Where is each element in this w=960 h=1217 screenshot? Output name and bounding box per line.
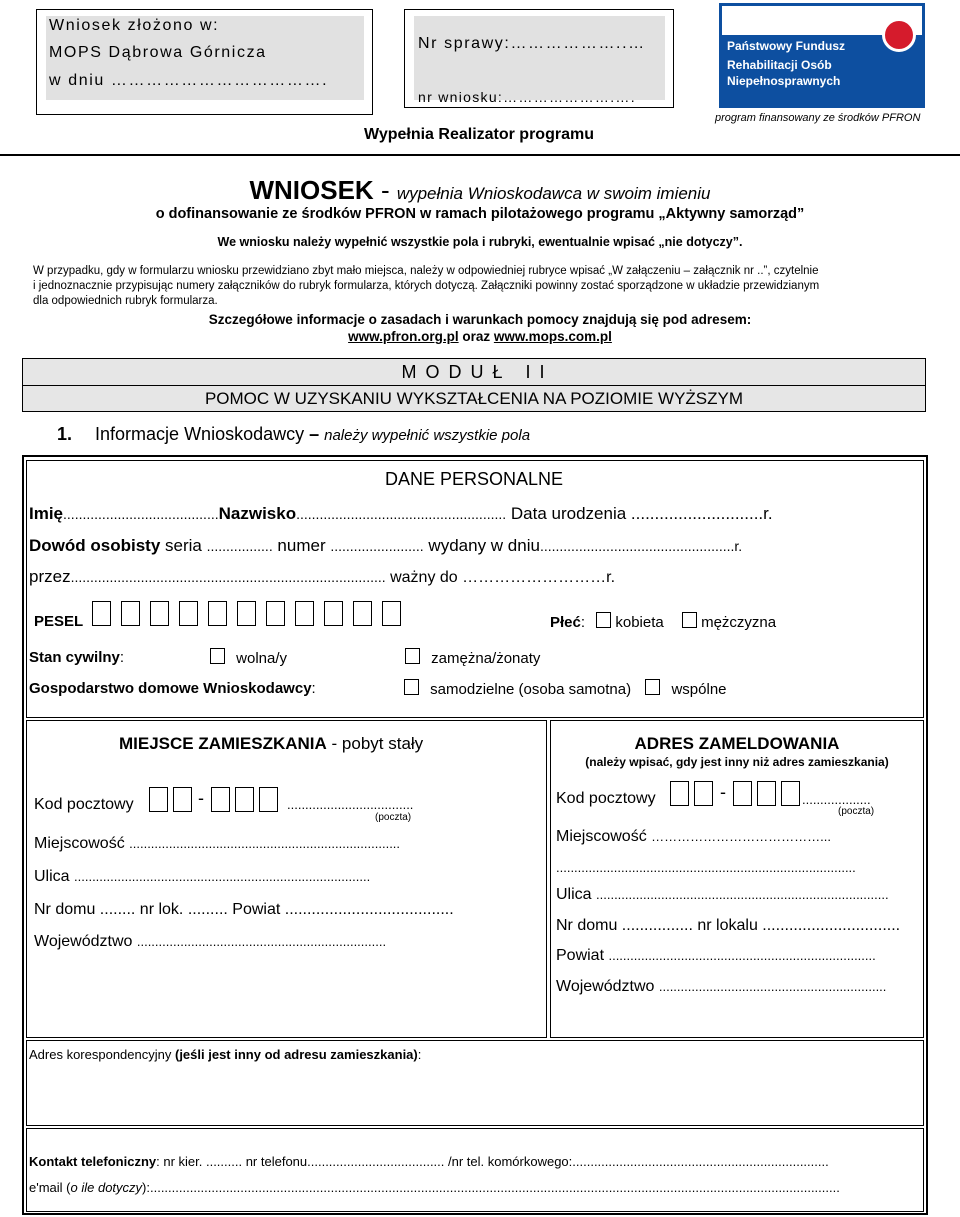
registration-town-field[interactable]: …………………………………...	[651, 829, 831, 844]
case-box	[404, 9, 674, 108]
info-urls: www.pfron.org.pl oraz www.mops.com.pl	[348, 329, 612, 344]
section1-heading: 1. Informacje Wnioskodawcy – należy wypełnić wszystkie pola	[57, 424, 531, 444]
registration-postal-digit[interactable]	[757, 781, 776, 806]
registration-district-field[interactable]: ..........................................................................	[608, 948, 876, 963]
case-inner	[414, 16, 665, 100]
module-subtitle: POMOC W UZYSKANIU WYKSZTAŁCENIA NA POZIOMIE WYŻSZYM	[204, 389, 744, 408]
household-label: Gospodarstwo domowe Wnioskodawcy:	[29, 680, 316, 697]
submission-line1: Wniosek złożono w:	[49, 17, 220, 34]
residence-street-row: Ulica ..................................................................................	[34, 868, 371, 885]
residence-voivodeship-row: Województwo .....................................................................	[34, 933, 387, 950]
household-shared-checkbox[interactable]	[645, 679, 660, 695]
residence-postal-digit[interactable]	[211, 787, 230, 812]
residence-street-field[interactable]: ..................................................................................	[74, 869, 371, 884]
first-name-label: Imię	[29, 504, 64, 523]
title-main: WNIOSEK	[249, 175, 374, 205]
residence-postal-digit[interactable]	[173, 787, 192, 812]
dob-label: Data urodzenia	[506, 504, 631, 523]
valid-until-field[interactable]: ………………………r.	[462, 569, 616, 586]
case-number: Nr sprawy:………………..…	[418, 35, 646, 52]
application-number: nr wniosku:………………….….	[418, 89, 636, 105]
registration-voivodeship-row: Województwo ...............................................................	[556, 978, 887, 995]
logo-line2: Rehabilitacji Osób	[727, 58, 832, 72]
registration-heading: ADRES ZAMELDOWANIA	[634, 734, 840, 753]
residence-town-field[interactable]: ...........................................................................	[129, 836, 401, 851]
residence-postal-digit[interactable]	[235, 787, 254, 812]
registration-postal-label: Kod pocztowy	[556, 790, 656, 807]
sex-label: Płeć	[550, 614, 581, 631]
household-alone-checkbox[interactable]	[404, 679, 419, 695]
registration-post-office-field[interactable]: ...................	[802, 792, 871, 807]
pesel-digit-box[interactable]	[295, 601, 314, 626]
registration-voivodeship-field[interactable]: ...............................................................	[658, 979, 887, 994]
male-label: mężczyzna	[701, 614, 777, 631]
registration-street-row: Ulica .................................................................................	[556, 886, 889, 903]
residence-post-office-field[interactable]: ...................................	[287, 797, 414, 812]
household-options: samodzielne (osoba samotna) wspólne	[404, 679, 727, 698]
pesel-digit-box[interactable]	[179, 601, 198, 626]
female-label: kobieta	[615, 614, 664, 631]
form-title: WNIOSEK - wypełnia Wnioskodawca w swoim imieniu	[249, 175, 711, 205]
registration-town-field-2[interactable]: ...................................................................................	[556, 860, 856, 875]
male-checkbox[interactable]	[682, 612, 697, 628]
section1-note: należy wypełnić wszystkie pola	[324, 427, 531, 444]
header-rule	[0, 154, 960, 156]
email-row[interactable]: e'mail (o ile dotyczy):...............................................................................................................................................................................................	[29, 1180, 840, 1195]
pesel-digit-box[interactable]	[353, 601, 372, 626]
issuer-field[interactable]: .................................................................................	[70, 569, 386, 585]
logo-red-circle	[882, 18, 916, 52]
registration-postal-digit[interactable]	[781, 781, 800, 806]
residence-town-row: Miejscowość ...........................................................................	[34, 835, 401, 852]
pesel-boxes[interactable]	[90, 601, 410, 629]
pesel-digit-box[interactable]	[208, 601, 227, 626]
pfron-link[interactable]: www.pfron.org.pl	[348, 329, 459, 344]
pesel-digit-box[interactable]	[237, 601, 256, 626]
residence-post-office-caption: (poczta)	[375, 812, 412, 823]
registration-postal-digit[interactable]	[733, 781, 752, 806]
title-line2: o dofinansowanie ze środków PFRON w ramach pilotażowego programu „Aktywny samorząd”	[155, 206, 805, 222]
info-p3: dla odpowiednich rubryk formularza.	[33, 295, 218, 307]
personal-heading: DANE PERSONALNE	[384, 469, 564, 489]
row-id-card: Dowód osobisty seria ................. numer ........................ wydany w dniu..................................................r.	[29, 536, 743, 555]
last-name-field[interactable]: ......................................................	[296, 506, 507, 522]
married-checkbox[interactable]	[405, 648, 420, 664]
pesel-label: PESEL	[34, 613, 84, 630]
info-p1: W przypadku, gdy w formularzu wniosku przewidziano zbyt mało miejsca, należy w odpowiedniej rubryce wpisać „W załączeniu – załącznik nr ..”, czytelnie	[33, 265, 819, 277]
realizator-label: Wypełnia Realizator programu	[364, 126, 594, 143]
registration-note: (należy wpisać, gdy jest inny niż adres zamieszkania)	[585, 755, 889, 769]
section1-title: Informacje Wnioskodawcy	[95, 424, 305, 444]
title-line3: We wniosku należy wypełnić wszystkie pola i rubryki, ewentualnie wpisać „nie dotyczy”.	[217, 235, 743, 249]
submission-box	[36, 9, 373, 115]
logo-line3: Niepełnosprawnych	[727, 74, 841, 88]
pesel-digit-box[interactable]	[324, 601, 343, 626]
contact-row[interactable]: Kontakt telefoniczny: nr kier. .......... nr telefonu...................................... /nr tel. komórkowego:.......................................................................	[29, 1154, 829, 1169]
module-divider	[23, 385, 925, 386]
pfron-logo	[719, 3, 925, 108]
registration-post-office-caption: (poczta)	[838, 806, 875, 817]
residence-postal-digit[interactable]	[259, 787, 278, 812]
registration-district-row: Powiat ..........................................................................	[556, 947, 876, 964]
pesel-digit-box[interactable]	[266, 601, 285, 626]
residence-postal-digit[interactable]	[149, 787, 168, 812]
single-checkbox[interactable]	[210, 648, 225, 664]
submission-office: MOPS Dąbrowa Górnicza	[49, 44, 267, 61]
mops-link[interactable]: www.mops.com.pl	[493, 329, 612, 344]
pesel-digit-box[interactable]	[121, 601, 140, 626]
dob-field[interactable]: ............................r.	[630, 504, 773, 523]
id-issued-field[interactable]: ..................................................r.	[539, 538, 743, 554]
registration-street-field[interactable]: .................................................................................	[596, 887, 889, 902]
id-series-field[interactable]: .................	[206, 538, 273, 554]
sex-row: Płeć: kobieta mężczyzna	[550, 614, 777, 631]
first-name-field[interactable]: ........................................	[63, 506, 219, 522]
last-name-label: Nazwisko	[218, 504, 297, 523]
row-issuer: przez................................................................................. ważny do ………………………r.	[29, 567, 616, 586]
pesel-digit-box[interactable]	[382, 601, 401, 626]
info-p2: i jednoznacznie przypisując numery załączników do rubryk formularza, których dotyczą. Załączniki powinny zostać sporządzone w układzie przewidzianym	[33, 280, 820, 292]
residence-heading: MIEJSCE ZAMIESZKANIA - pobyt stały	[119, 734, 424, 753]
pesel-digit-box[interactable]	[92, 601, 111, 626]
module-title: M O D U Ł I I	[401, 362, 547, 382]
id-card-label: Dowód osobisty	[29, 536, 161, 555]
female-checkbox[interactable]	[596, 612, 611, 628]
registration-town-row: Miejscowość …………………………………...	[556, 828, 831, 845]
info-details: Szczegółowe informacje o zasadach i warunkach pomocy znajdują się pod adresem:	[208, 312, 752, 327]
pesel-digit-box[interactable]	[150, 601, 169, 626]
marital-label: Stan cywilny:	[29, 649, 125, 666]
issuer-label: przez	[29, 567, 71, 586]
registration-postal-digit[interactable]	[694, 781, 713, 806]
id-number-field[interactable]: ........................	[330, 538, 424, 554]
logo-line1: Państwowy Fundusz	[727, 39, 846, 53]
funded-by-note: program finansowany ze środków PFRON	[715, 112, 921, 124]
submission-date: w dniu ……………………………….	[49, 72, 329, 89]
marital-single: wolna/y	[210, 648, 287, 667]
row-names	[29, 504, 773, 524]
residence-voivodeship-field[interactable]: .....................................................................	[136, 934, 387, 949]
marital-married: zamężna/żonaty	[405, 648, 540, 667]
registration-postal-digit[interactable]	[670, 781, 689, 806]
residence-postal-label: Kod pocztowy	[34, 796, 134, 813]
correspondence-label: Adres korespondencyjny (jeśli jest inny od adresu zamieszkania):	[29, 1047, 422, 1062]
contact-box	[26, 1128, 924, 1212]
module-box	[22, 358, 926, 412]
residence-house-row[interactable]: Nr domu ........ nr lok. ......... Powiat ......................................	[34, 901, 454, 918]
registration-house-row[interactable]: Nr domu ................ nr lokalu ...............................	[556, 917, 901, 934]
title-subtitle: wypełnia Wnioskodawca w swoim imieniu	[396, 184, 711, 203]
